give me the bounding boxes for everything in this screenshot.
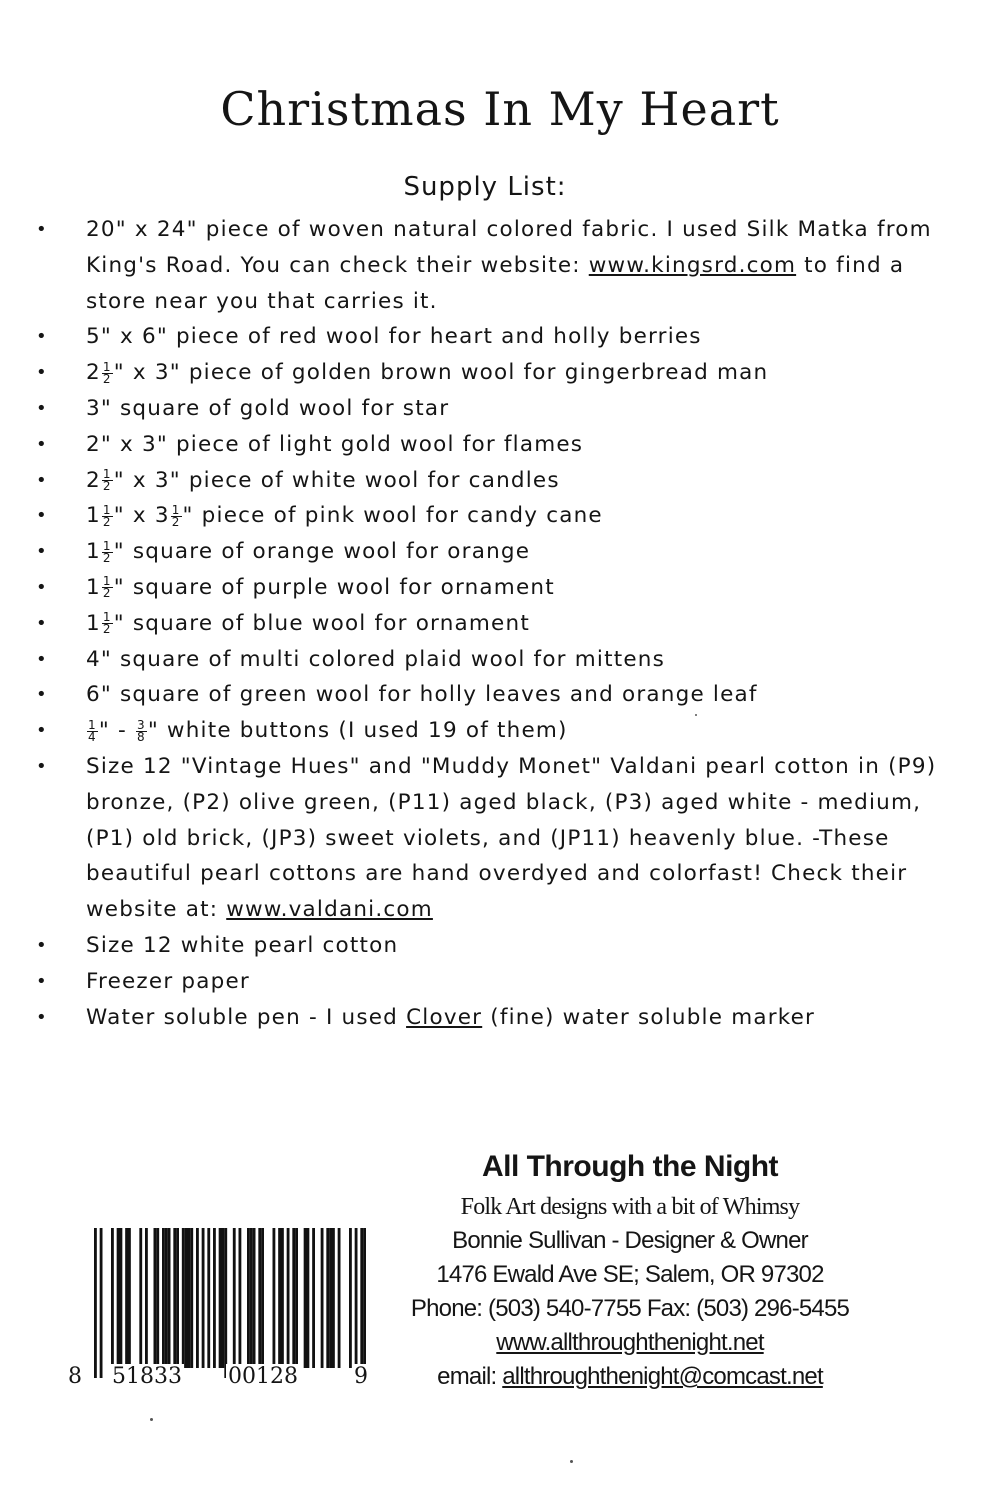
- supply-item: [32, 1000, 962, 1036]
- barcode-bar: [258, 1228, 261, 1368]
- fraction-numerator: 1: [102, 502, 112, 517]
- fraction: [102, 576, 113, 599]
- barcode-bar: [182, 1228, 185, 1368]
- item-text: " white buttons (I used 19 of them): [147, 718, 568, 744]
- barcode-bar: [117, 1228, 120, 1368]
- supply-item: [32, 606, 962, 642]
- item-text: 3" square of gold wool for star: [86, 395, 450, 421]
- fraction-numerator: 1: [102, 467, 112, 482]
- supply-item: [32, 642, 962, 678]
- barcode-bar: [338, 1228, 341, 1368]
- barcode-bar: [173, 1228, 176, 1368]
- fraction-denominator: 2: [102, 479, 112, 494]
- underlined-link[interactable]: www.kingsrd.com: [588, 252, 797, 278]
- barcode-digits-group1: 51833: [112, 1364, 182, 1389]
- barcode-bar: [247, 1228, 250, 1368]
- email-label: email:: [437, 1363, 503, 1390]
- barcode-bar: [202, 1228, 205, 1368]
- barcode-digits: [66, 1366, 376, 1396]
- document-title: Christmas In My Heart: [220, 82, 780, 136]
- supply-item: [32, 534, 962, 570]
- barcode-bar: [111, 1228, 114, 1368]
- barcode-bar: [145, 1228, 148, 1368]
- barcode-bar: [349, 1228, 352, 1368]
- bullet-icon: •: [36, 505, 48, 527]
- barcode-bar: [185, 1228, 188, 1368]
- barcode-bar: [287, 1228, 290, 1368]
- barcode-bar: [128, 1228, 131, 1368]
- fraction-numerator: 1: [102, 574, 112, 589]
- supply-item: [32, 212, 962, 319]
- bullet-icon: •: [36, 648, 48, 670]
- barcode-bar: [139, 1228, 142, 1368]
- barcode-bar: [190, 1228, 193, 1368]
- fraction-denominator: 2: [102, 586, 112, 601]
- barcode-bar: [125, 1228, 128, 1368]
- supply-item: [32, 570, 962, 606]
- item-text: 4" square of multi colored plaid wool for mittens: [86, 646, 665, 672]
- item-text: to find a store near you that carries it.: [86, 252, 905, 314]
- barcode-bar: [188, 1228, 191, 1368]
- item-text: " piece of pink wool for candy cane: [182, 503, 603, 529]
- fraction: [102, 502, 113, 529]
- fraction-denominator: 2: [102, 622, 112, 637]
- barcode-bar: [278, 1228, 281, 1368]
- item-text: " square of purple wool for ornament: [113, 574, 555, 600]
- fraction: [102, 612, 113, 635]
- barcode-bar: [304, 1228, 307, 1368]
- designer-line: Bonnie Sullivan - Designer & Owner: [452, 1227, 808, 1254]
- barcode-bar: [261, 1228, 264, 1368]
- fraction: [102, 538, 113, 565]
- barcode-bar: [196, 1228, 199, 1368]
- email-link[interactable]: allthroughthenight@comcast.net: [502, 1363, 823, 1390]
- barcode-bar: [307, 1228, 310, 1368]
- barcode-bar: [355, 1228, 358, 1368]
- bullet-icon: •: [36, 362, 48, 384]
- bullet-icon: •: [36, 397, 48, 419]
- barcode-bar: [154, 1228, 157, 1368]
- barcode-bar: [176, 1228, 179, 1368]
- print-speck: [570, 1460, 573, 1463]
- barcode-bar: [94, 1228, 97, 1378]
- item-text: 6" square of green wool for holly leaves and orange leaf: [86, 682, 758, 708]
- bullet-icon: •: [36, 433, 48, 455]
- item-text: Size 12 "Vintage Hues" and "Muddy Monet" Valdani pearl cotton in (P9) bronze, (P2) olive green, (P11) aged black, (P3) aged white - medium, (P1) old brick, (JP3) sweet violets, and (JP11) heavenly blue. -These beautiful pearl cottons are hand overdyed and colorfast! Check their website at:: [86, 753, 937, 923]
- bullet-icon: •: [36, 970, 48, 992]
- fraction: [102, 469, 113, 492]
- bullet-icon: •: [36, 684, 48, 706]
- bullet-icon: •: [36, 755, 48, 777]
- email-line: [380, 1360, 880, 1394]
- fraction-denominator: 2: [102, 371, 112, 386]
- item-text: 2: [86, 360, 101, 386]
- item-text: Water soluble pen - I used: [86, 1004, 407, 1030]
- barcode-bar: [329, 1228, 332, 1368]
- fraction: [102, 359, 113, 386]
- item-text: " -: [98, 718, 135, 744]
- barcode-bar: [250, 1228, 253, 1368]
- item-text: 2" x 3" piece of light gold wool for flames: [86, 431, 584, 457]
- barcode-digit-right: 9: [354, 1364, 368, 1389]
- barcode: [66, 1228, 376, 1398]
- item-text: 1: [86, 539, 101, 565]
- item-text: " square of orange wool for orange: [113, 539, 531, 565]
- barcode-bar: [222, 1228, 225, 1368]
- fraction: [87, 717, 98, 744]
- barcode-bar: [326, 1228, 329, 1368]
- supply-list-heading: Supply List:: [403, 172, 567, 202]
- fraction-denominator: 4: [88, 729, 97, 744]
- barcode-bar: [156, 1228, 159, 1368]
- supply-item: [32, 427, 962, 463]
- bullet-icon: •: [36, 326, 48, 348]
- item-text: 1: [86, 574, 101, 600]
- bullet-icon: •: [36, 469, 48, 491]
- supply-item: [32, 713, 962, 749]
- bullet-icon: •: [36, 541, 48, 563]
- barcode-bar: [360, 1228, 363, 1378]
- item-text: 2: [86, 467, 101, 493]
- supply-item: [32, 964, 962, 1000]
- fraction: [171, 502, 182, 529]
- fraction-denominator: 8: [136, 729, 146, 744]
- barcode-bar: [253, 1228, 256, 1368]
- item-text: 20" x 24" piece of woven natural colored fabric. I used Silk Matka from King's Road. You can check their website:: [86, 217, 932, 278]
- bullet-icon: •: [36, 219, 48, 240]
- company-info: [380, 1150, 880, 1394]
- barcode-bar: [100, 1228, 103, 1378]
- barcode-bar: [295, 1228, 298, 1368]
- print-speck: [150, 1418, 153, 1421]
- barcode-bar: [312, 1228, 315, 1368]
- fraction-numerator: 1: [102, 538, 112, 553]
- address-line: 1476 Ewald Ave SE; Salem, OR 97302: [436, 1261, 824, 1288]
- underlined-link[interactable]: Clover: [406, 1004, 483, 1030]
- barcode-bar: [281, 1228, 284, 1368]
- barcode-bar: [165, 1228, 168, 1368]
- supply-item: [32, 463, 962, 499]
- fraction-numerator: 1: [88, 717, 97, 732]
- fraction-denominator: 2: [102, 514, 112, 529]
- phone-fax-line: Phone: (503) 540-7755 Fax: (503) 296-5455: [410, 1295, 850, 1322]
- barcode-bar: [233, 1228, 236, 1378]
- barcode-digits-group2: 00128: [228, 1364, 298, 1389]
- supply-item: [32, 319, 962, 355]
- bullet-icon: •: [36, 612, 48, 634]
- fraction-numerator: 3: [136, 717, 146, 732]
- fraction-numerator: 1: [102, 610, 112, 625]
- supply-item: [32, 928, 962, 964]
- print-speck: [695, 714, 697, 716]
- fraction: [136, 717, 147, 744]
- item-text: Freezer paper: [86, 968, 250, 994]
- item-text: 5" x 6" piece of red wool for heart and holly berries: [86, 324, 702, 350]
- supply-item: [32, 677, 962, 713]
- fraction-numerator: 1: [102, 359, 112, 374]
- underlined-link[interactable]: www.valdani.com: [226, 897, 433, 923]
- barcode-bar: [213, 1228, 216, 1368]
- supply-item: [32, 498, 962, 534]
- barcode-bar: [219, 1228, 222, 1368]
- item-text: Size 12 white pearl cotton: [86, 932, 399, 958]
- supply-item: [32, 355, 962, 391]
- barcode-bar: [162, 1228, 165, 1368]
- barcode-bar: [168, 1228, 171, 1368]
- fraction-denominator: 2: [102, 550, 112, 565]
- barcode-bar: [207, 1228, 210, 1368]
- barcode-bar: [273, 1228, 276, 1368]
- fraction-denominator: 2: [171, 514, 181, 529]
- barcode-bar: [120, 1228, 123, 1368]
- company-name: All Through the Night: [481, 1150, 779, 1183]
- barcode-digit-left: 8: [68, 1364, 82, 1389]
- bullet-icon: •: [36, 576, 48, 598]
- barcode-bar: [321, 1228, 324, 1368]
- company-tagline: Folk Art designs with a bit of Whimsy: [460, 1194, 800, 1220]
- item-text: " square of blue wool for ornament: [113, 610, 530, 636]
- item-text: 1: [86, 503, 101, 529]
- supply-item: [32, 749, 962, 928]
- item-text: 1: [86, 610, 101, 636]
- fraction-numerator: 1: [171, 502, 181, 517]
- barcode-bar: [332, 1228, 335, 1368]
- supply-item: [32, 391, 962, 427]
- bullet-icon: •: [36, 934, 48, 956]
- barcode-bar: [292, 1228, 295, 1368]
- item-text: " x 3" piece of white wool for candles: [113, 467, 560, 493]
- item-text: (fine) water soluble marker: [482, 1004, 816, 1030]
- barcode-bar: [363, 1228, 366, 1378]
- bullet-icon: •: [36, 720, 48, 742]
- website-link[interactable]: www.allthroughthenight.net: [496, 1329, 764, 1356]
- bullet-icon: •: [36, 1006, 48, 1028]
- item-text: " x 3: [113, 503, 170, 529]
- barcode-bars: [94, 1228, 366, 1378]
- barcode-bar: [224, 1228, 227, 1378]
- barcode-bar: [239, 1228, 242, 1368]
- supply-list: [32, 212, 962, 1035]
- item-text: " x 3" piece of golden brown wool for gingerbread man: [113, 360, 769, 386]
